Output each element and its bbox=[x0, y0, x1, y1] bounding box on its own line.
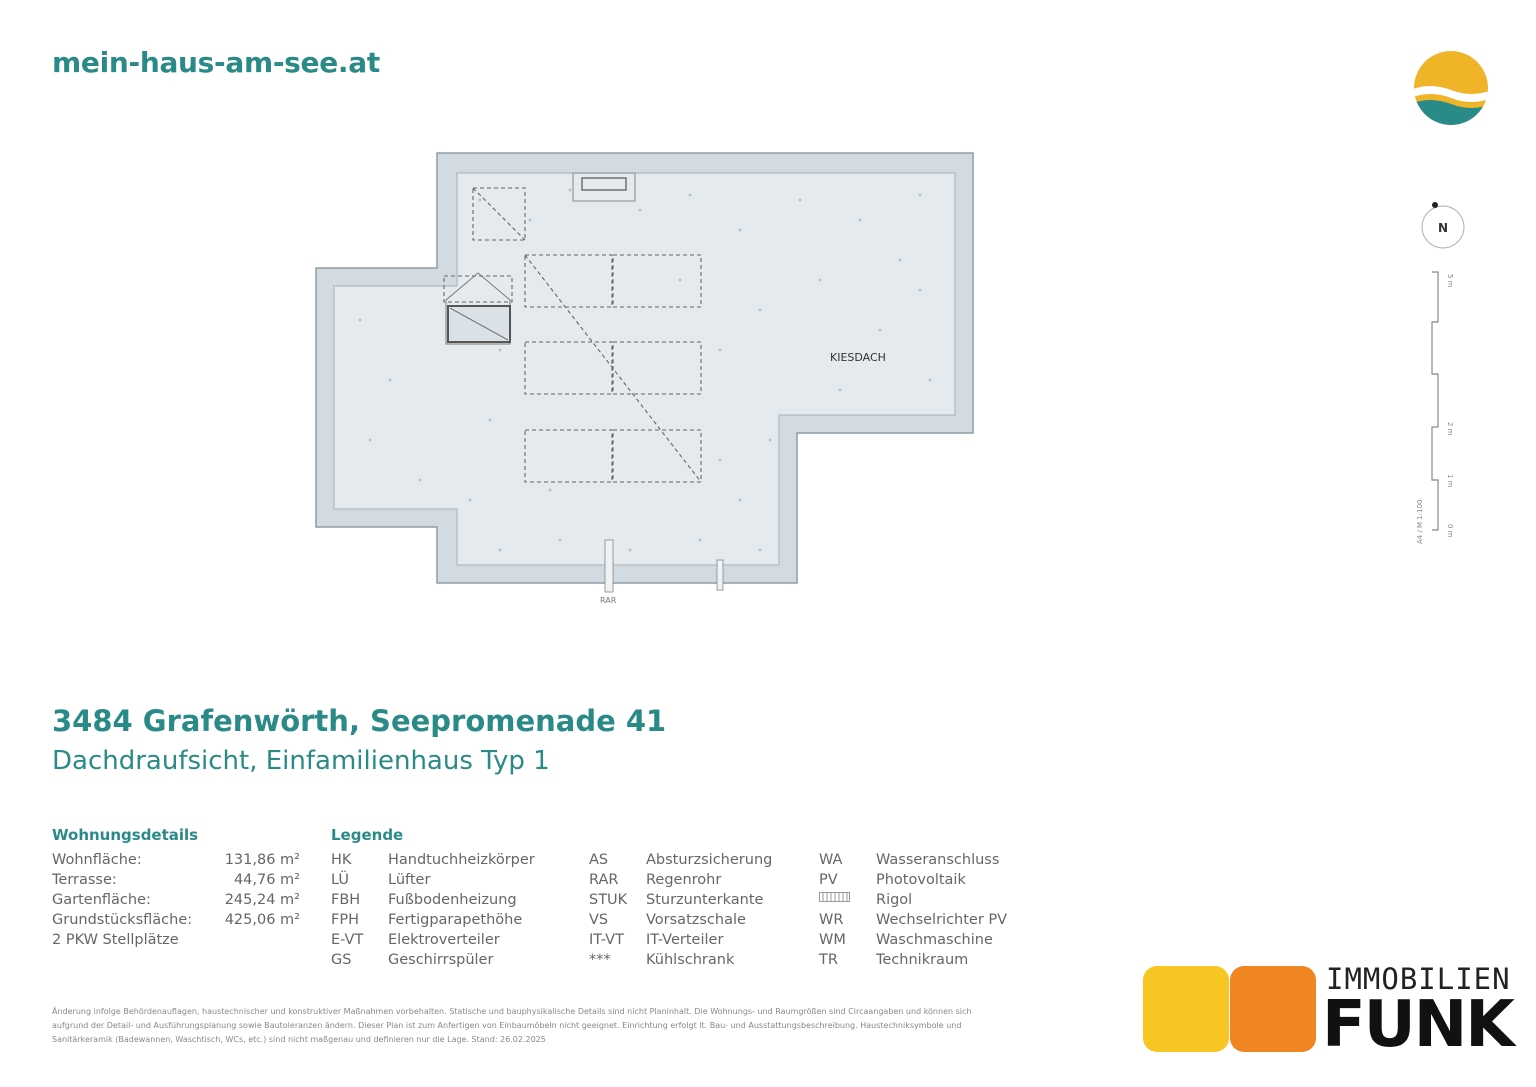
legend-text: IT-Verteiler bbox=[646, 932, 724, 948]
legend-text: Sturzunterkante bbox=[646, 892, 764, 908]
legend-text: Lüfter bbox=[388, 872, 431, 888]
legend-col2-text bbox=[646, 850, 816, 970]
north-label: N bbox=[1437, 221, 1449, 235]
legend-abbr: WR bbox=[819, 912, 844, 928]
page-subtitle: Dachdraufsicht, Einfamilienhaus Typ 1 bbox=[52, 746, 550, 776]
sea-logo-icon bbox=[1410, 48, 1492, 128]
rigol-hatch-icon bbox=[819, 890, 874, 910]
legend-col3-text bbox=[876, 850, 1056, 970]
legend-abbr: VS bbox=[589, 912, 609, 928]
legend-abbr: WA bbox=[819, 852, 843, 868]
details-values bbox=[210, 850, 300, 930]
site-url[interactable]: mein-haus-am-see.at bbox=[52, 46, 380, 79]
legend-abbr: FBH bbox=[331, 892, 361, 908]
legend-abbr: FPH bbox=[331, 912, 359, 928]
detail-label: Wohnfläche: bbox=[52, 852, 142, 868]
detail-value: 44,76 m² bbox=[233, 872, 300, 888]
brand-line2: FUNK bbox=[1322, 988, 1513, 1062]
detail-label: Grundstücksfläche: bbox=[52, 912, 193, 928]
legend-text: Geschirrspüler bbox=[388, 952, 494, 968]
scale-mark-2m: 2 m bbox=[1446, 422, 1454, 436]
roof-label: KIESDACH bbox=[830, 351, 886, 364]
legend-col3-abbr bbox=[819, 850, 874, 970]
legend-col1-text bbox=[388, 850, 583, 970]
legend-abbr: IT-VT bbox=[589, 932, 624, 948]
legend-col1-abbr bbox=[331, 850, 386, 970]
scale-mark-0m: 0 m bbox=[1446, 524, 1454, 538]
legend-abbr: LÜ bbox=[331, 872, 349, 888]
legend-text: Kühlschrank bbox=[646, 952, 735, 968]
scale-mark-5m: 5 m bbox=[1446, 274, 1454, 288]
details-heading: Wohnungsdetails bbox=[52, 826, 199, 844]
detail-value: 425,06 m² bbox=[224, 912, 300, 928]
north-arrow-icon bbox=[1418, 198, 1468, 252]
legend-abbr: STUK bbox=[589, 892, 628, 908]
legend-text: Fertigparapethöhe bbox=[388, 912, 523, 928]
legend-text: Vorsatzschale bbox=[646, 912, 746, 928]
legend-text: Waschmaschine bbox=[876, 932, 993, 948]
legend-abbr: RAR bbox=[589, 872, 619, 888]
brand-yellow-square bbox=[1143, 966, 1229, 1052]
detail-label: 2 PKW Stellplätze bbox=[52, 932, 179, 948]
legend-heading: Legende bbox=[331, 826, 404, 844]
legend-abbr: TR bbox=[819, 952, 838, 968]
legend-abbr: PV bbox=[819, 872, 838, 888]
legend-col2-abbr bbox=[589, 850, 644, 970]
legend-text: Absturzsicherung bbox=[646, 852, 773, 868]
brand-line1: IMMOBILIEN bbox=[1326, 962, 1511, 996]
legend-text: Elektroverteiler bbox=[388, 932, 500, 948]
legend-text: Rigol bbox=[876, 892, 913, 908]
legend-text: Handtuchheizkörper bbox=[388, 852, 535, 868]
legend-abbr: HK bbox=[331, 852, 352, 868]
scale-bar bbox=[1410, 262, 1458, 552]
legend-text: Regenrohr bbox=[646, 872, 722, 888]
legend-text: Fußbodenheizung bbox=[388, 892, 517, 908]
legend-abbr: E-VT bbox=[331, 932, 364, 948]
disclaimer-text: Änderung infolge Behördenauflagen, haustechnischer und konstruktiver Maßnahmen vorbehalten. Statische und bauphysikalische Details sind nicht Planinhalt. Die Wohnungs- und Raumgrößen sind Circaangaben und können sich aufgrund der Detail- und Ausführungsplanung sowie Bautoleranzen ändern. Dieser Plan ist zum Anfertigen von Einbaumöbeln nicht geeignet. Einrichtung erfolgt lt. Bau- und Ausstattungsbeschreibung. Haustechniksymbole und Sanitärkeramik (Badewannen, Waschtisch, WCs, etc.) sind nicht maßgenau und definieren nur die Lage. Stand: 26.02.2025 bbox=[52, 1007, 972, 1044]
detail-value: 131,86 m² bbox=[224, 852, 300, 868]
legend-abbr: *** bbox=[589, 952, 611, 968]
legend-text: Photovoltaik bbox=[876, 872, 966, 888]
page-title: 3484 Grafenwörth, Seepromenade 41 bbox=[52, 704, 667, 738]
scale-mark-1m: 1 m bbox=[1446, 474, 1454, 488]
roof-plan bbox=[300, 140, 1000, 620]
detail-value: 245,24 m² bbox=[224, 892, 300, 908]
legend-text: Wechselrichter PV bbox=[876, 912, 1008, 928]
detail-label: Gartenfläche: bbox=[52, 892, 151, 908]
legend-text: Wasseranschluss bbox=[876, 852, 1000, 868]
legend-abbr: AS bbox=[589, 852, 609, 868]
detail-label: Terrasse: bbox=[52, 872, 117, 888]
rar-label: RAR bbox=[600, 596, 617, 605]
legend-abbr: GS bbox=[331, 952, 352, 968]
legend-abbr: WM bbox=[819, 932, 846, 948]
details-labels bbox=[52, 850, 227, 950]
brand-orange-square bbox=[1230, 966, 1316, 1052]
scale-ratio: A4 / M 1:100 bbox=[1416, 499, 1424, 544]
legend-text: Technikraum bbox=[876, 952, 969, 968]
